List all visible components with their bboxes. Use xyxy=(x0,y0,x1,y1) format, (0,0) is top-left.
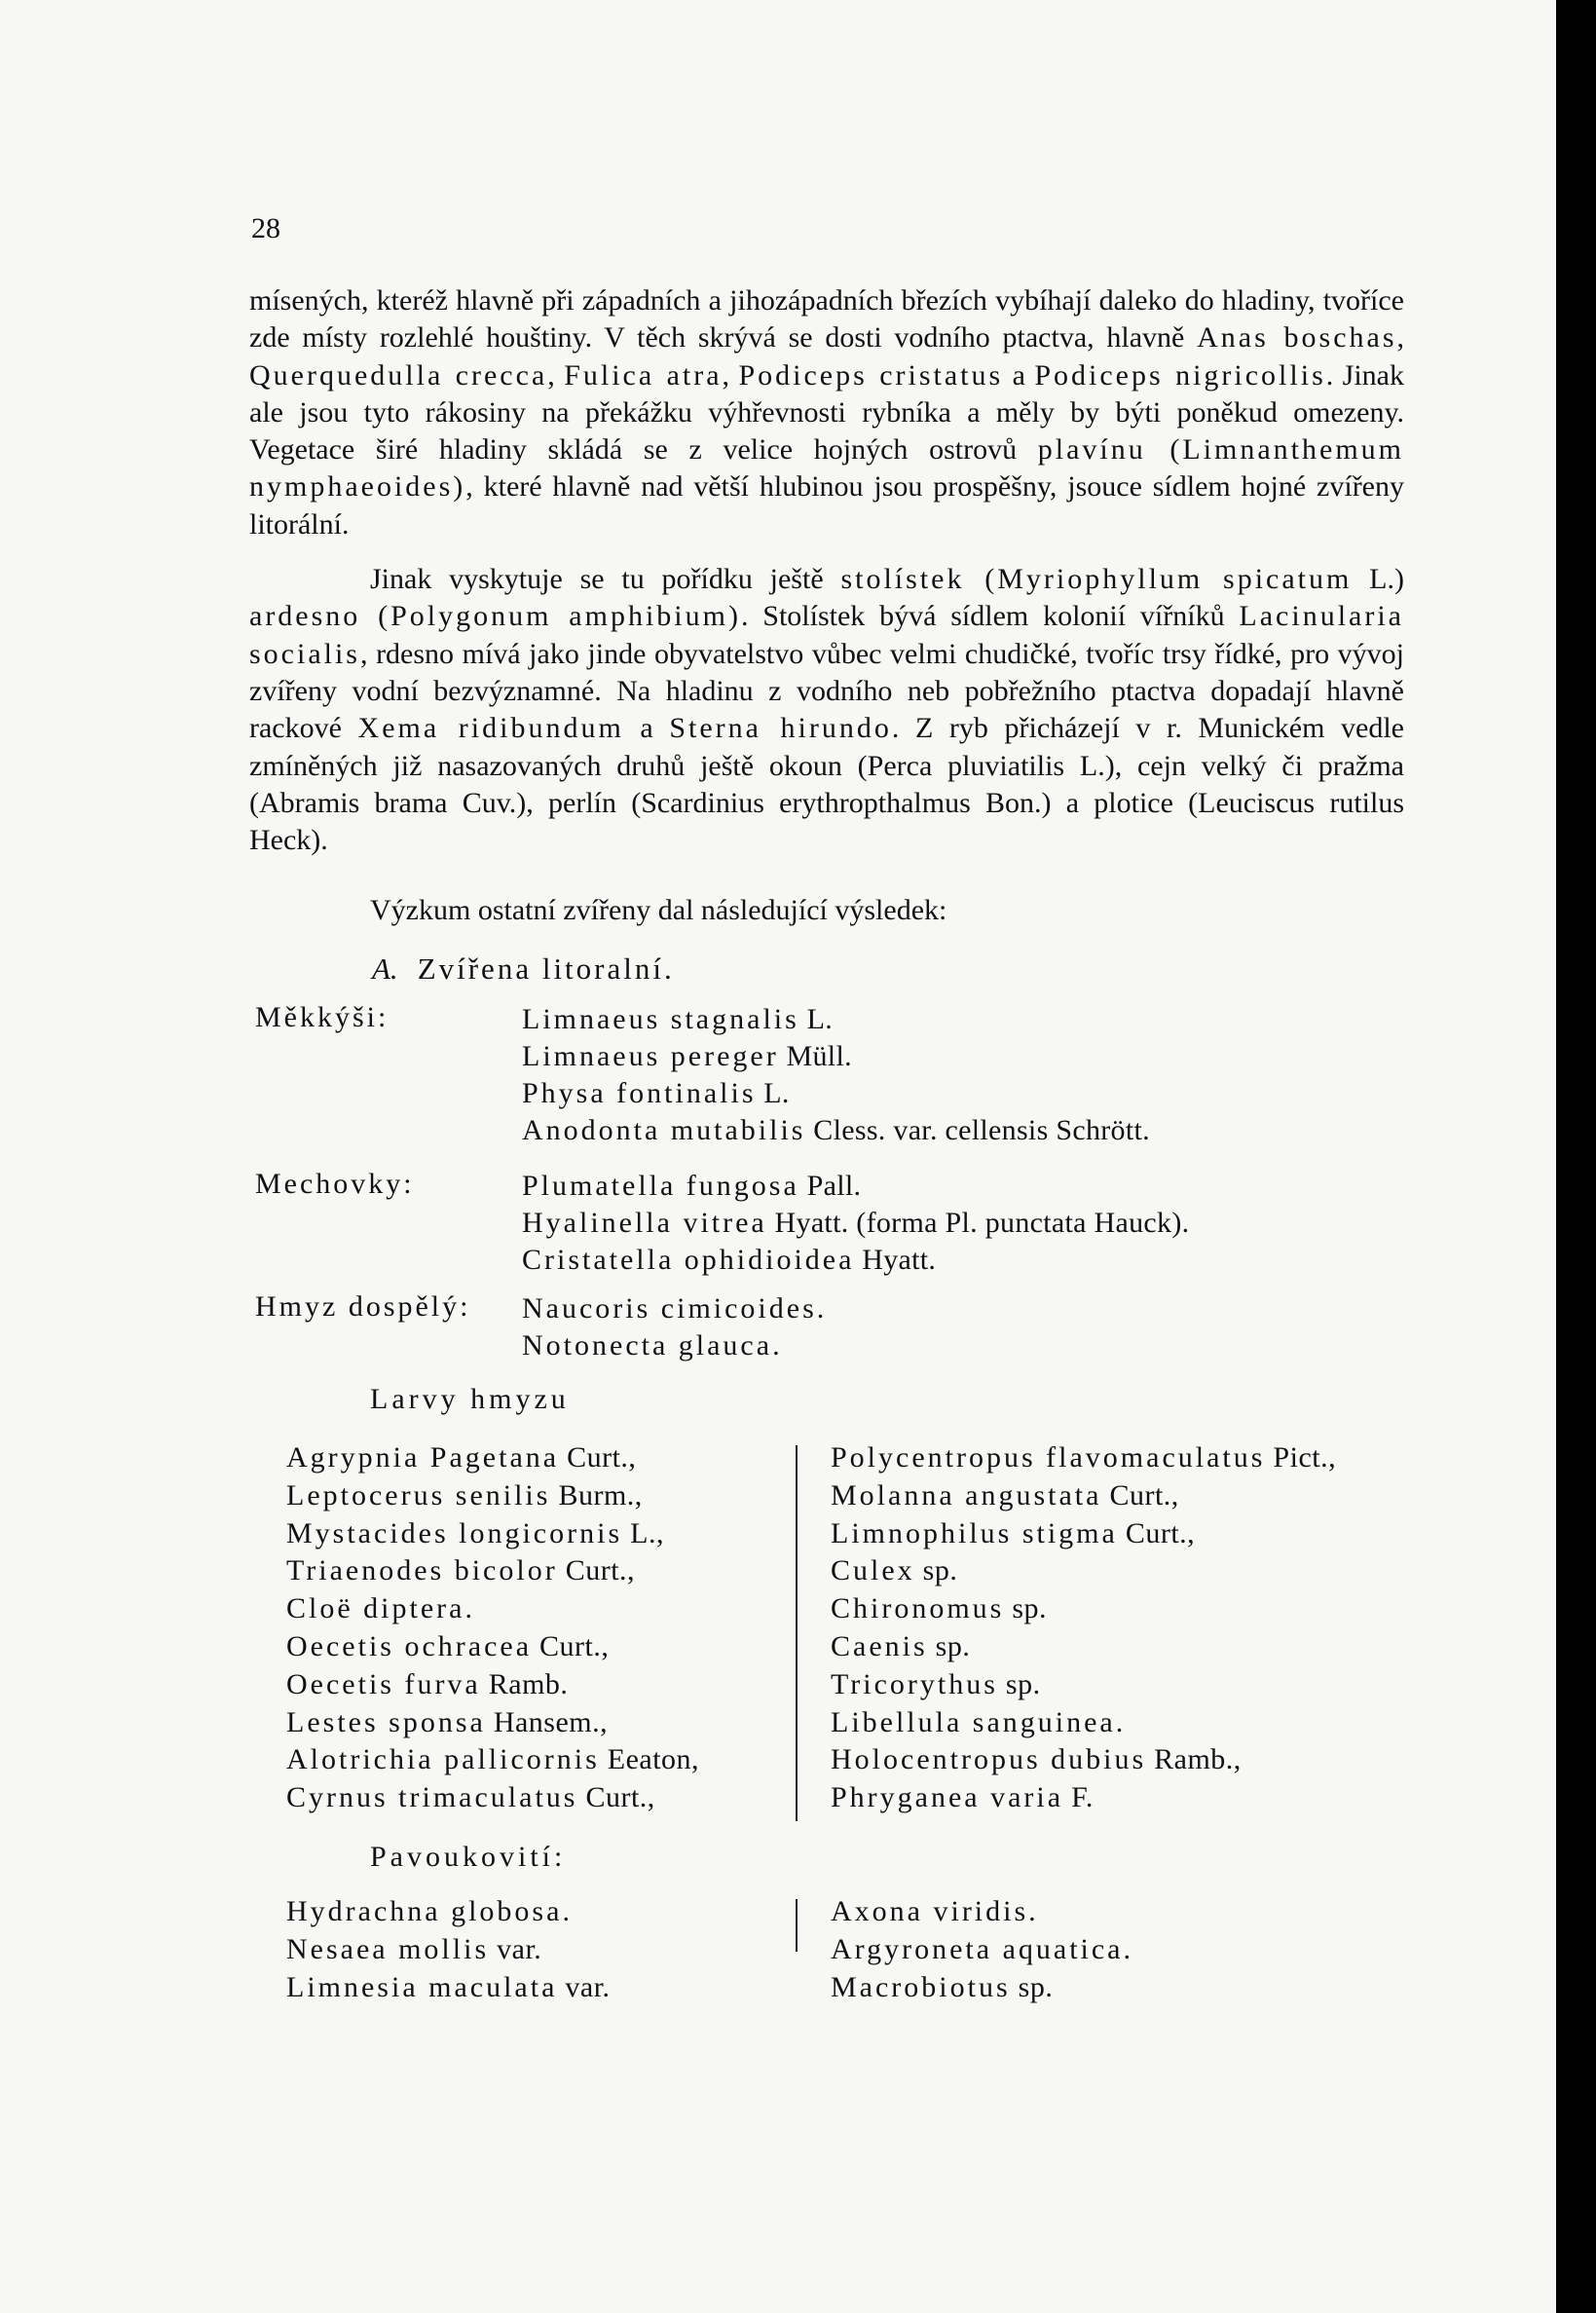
species-entry xyxy=(286,1741,699,1779)
species-name: Limnesia maculata xyxy=(286,1970,558,2003)
species-author: . xyxy=(464,1592,473,1625)
species-entry xyxy=(522,1327,825,1364)
species-name: Anas boschas xyxy=(1197,321,1397,354)
species-name: Macrobiotus xyxy=(831,1970,1011,2003)
species-name: Notonecta glauca xyxy=(522,1329,773,1362)
species-name: Phryganea varia xyxy=(831,1781,1064,1814)
species-name: plavínu (Limnanthemum nymphaeoides) xyxy=(249,433,1405,504)
species-entry xyxy=(831,1439,1336,1477)
text-run: . Z ryb přicházejí v r. Munickém vedle zmíněných již nasazovaných druhů ještě okoun (Perca pluviatilis L.), cejn velký či pražma (Abramis brama Cuv.), perlín (Scardinius erythropthalmus Bon.) a plotice (Leuciscus rutilus Heck). xyxy=(249,712,1404,857)
species-entry xyxy=(831,1515,1336,1553)
species-entry xyxy=(522,1075,1150,1112)
category-list-mechovky xyxy=(522,1168,1189,1279)
species-entry xyxy=(831,1590,1336,1628)
species-name: Limnophilus stigma xyxy=(831,1516,1118,1549)
category-list-hmyz xyxy=(522,1290,825,1364)
species-author: Curt., xyxy=(1117,1516,1196,1549)
paragraph-1 xyxy=(249,282,1404,543)
species-name: stolístek (Myriophyllum spicatum xyxy=(840,563,1353,596)
species-author: Curt., xyxy=(1101,1478,1179,1511)
species-name: Naucoris cimicoides xyxy=(522,1292,817,1324)
species-name: Podiceps cristatus xyxy=(738,358,1004,392)
species-author: Eeaton, xyxy=(599,1743,700,1776)
species-name: Sterna hirundo xyxy=(669,712,892,745)
species-author: Cless. var. cellensis Schrött. xyxy=(805,1114,1150,1146)
species-name: Querquedulla crecca xyxy=(249,358,548,392)
species-author: Curt., xyxy=(559,1441,637,1474)
species-author: var. xyxy=(489,1932,542,1965)
species-author: . xyxy=(816,1292,825,1324)
species-author: Pall. xyxy=(798,1170,862,1202)
species-author: F. xyxy=(1063,1781,1094,1814)
species-name: Tricorythus xyxy=(831,1667,998,1700)
pavoukoviti-left-column xyxy=(286,1893,611,2006)
species-name: Triaenodes bicolor xyxy=(286,1554,558,1587)
category-list-mekkysi xyxy=(522,1001,1150,1149)
species-entry xyxy=(286,1704,699,1742)
species-entry xyxy=(522,1001,1150,1038)
species-name: Argyroneta aquatica xyxy=(831,1932,1124,1965)
species-entry xyxy=(831,1477,1336,1515)
species-entry xyxy=(286,1779,699,1817)
species-entry xyxy=(831,1628,1336,1666)
species-author: Pict., xyxy=(1265,1441,1337,1474)
species-entry xyxy=(286,1666,699,1704)
category-label-hmyz: Hmyz dospělý: xyxy=(255,1290,471,1323)
species-entry xyxy=(286,1439,699,1477)
species-name: Xema ridibundum xyxy=(357,712,624,745)
species-entry xyxy=(286,1969,611,2007)
section-heading xyxy=(372,951,675,987)
species-author: sp. xyxy=(914,1554,958,1587)
species-name: Molanna angustata xyxy=(831,1478,1102,1511)
page-number: 28 xyxy=(251,212,280,244)
species-name: Polycentropus flavomaculatus xyxy=(831,1441,1266,1474)
text-run: , které hlavně nad větší hlubinou jsou prospěšny, jsouce sídlem hojné zvířeny litorální. xyxy=(249,470,1404,541)
species-author: . xyxy=(1028,1895,1037,1927)
species-name: Plumatella fungosa xyxy=(522,1170,799,1202)
text-run: . Jinak ale jsou tyto rákosiny na překážku výhřevnosti rybníka a měly by býti poněkud omezeny. Vegetace širé hladiny skládá se z velice hojných ostrovů xyxy=(249,358,1404,466)
species-entry xyxy=(831,1552,1336,1590)
species-author: Curt., xyxy=(577,1781,655,1814)
text-run: , xyxy=(1396,321,1404,354)
species-author: L., xyxy=(622,1516,664,1549)
species-author: Müll. xyxy=(778,1040,852,1072)
species-author: Hansem., xyxy=(485,1705,609,1738)
species-author: Ramb. xyxy=(480,1667,569,1700)
paragraph-2 xyxy=(249,561,1404,859)
species-entry xyxy=(522,1205,1189,1242)
column-divider xyxy=(796,1445,798,1821)
larvy-heading: Larvy hmyzu xyxy=(370,1383,570,1415)
species-name: Lacinularia socialis xyxy=(249,600,1404,670)
text-run: , xyxy=(547,358,565,392)
species-author: sp. xyxy=(997,1667,1041,1700)
species-entry xyxy=(286,1931,611,1969)
species-entry xyxy=(286,1628,699,1666)
larvy-right-column xyxy=(831,1439,1336,1817)
text-run: mísených, kteréž hlavně při západních a jihozápadních březích vybíhají daleko do hladiny, tvoříce zde místy rozlehlé houštiny. V těch skrývá se dosti vodního ptactva, hlavně xyxy=(249,284,1404,354)
species-author: Burm., xyxy=(550,1478,643,1511)
species-entry xyxy=(286,1893,611,1931)
species-entry xyxy=(522,1242,1189,1279)
scan-border xyxy=(1556,0,1596,2313)
text-run: Jinak vyskytuje se tu pořídku ještě xyxy=(370,563,841,596)
species-author: Ramb., xyxy=(1146,1743,1242,1776)
species-author: . xyxy=(1123,1932,1132,1965)
species-name: Limnaeus pereger xyxy=(522,1040,779,1072)
species-author: L. xyxy=(798,1003,834,1035)
pavoukoviti-heading: Pavoukovití: xyxy=(370,1841,567,1873)
pavoukoviti-right-column xyxy=(831,1893,1132,2006)
species-name: Cyrnus trimaculatus xyxy=(286,1781,578,1814)
species-entry xyxy=(522,1038,1150,1075)
species-author: var. xyxy=(557,1970,611,2003)
species-name: Physa fontinalis xyxy=(522,1077,757,1109)
text-run: . Stolístek bývá sídlem kolonií vířníků xyxy=(740,600,1240,633)
species-name: Nesaea mollis xyxy=(286,1932,490,1965)
species-name: ardesno (Polygonum amphibium) xyxy=(249,600,741,633)
species-name: Hydrachna globosa xyxy=(286,1895,563,1927)
species-author: sp. xyxy=(1004,1592,1048,1625)
larvy-left-column xyxy=(286,1439,699,1817)
results-intro: Výzkum ostatní zvířeny dal následující výsledek: xyxy=(370,894,947,926)
species-entry xyxy=(831,1666,1336,1704)
species-name: Lestes sponsa xyxy=(286,1705,486,1738)
species-name: Mystacides longicornis xyxy=(286,1516,623,1549)
species-author: L. xyxy=(756,1077,790,1109)
species-entry xyxy=(831,1741,1336,1779)
category-label-mechovky: Mechovky: xyxy=(255,1168,415,1200)
species-name: Limnaeus stagnalis xyxy=(522,1003,799,1035)
species-name: Agrypnia Pagetana xyxy=(286,1441,560,1474)
species-name: Fulica atra xyxy=(564,358,723,392)
species-name: Hyalinella vitrea xyxy=(522,1207,767,1239)
column-divider xyxy=(796,1899,798,1952)
body-text xyxy=(249,282,1404,859)
species-name: Holocentropus dubius xyxy=(831,1743,1147,1776)
species-name: Anodonta mutabilis xyxy=(522,1114,806,1146)
species-name: Leptocerus senilis xyxy=(286,1478,551,1511)
species-entry xyxy=(831,1704,1336,1742)
category-label-mekkysi: Měkkýši: xyxy=(255,1001,390,1033)
species-author: sp. xyxy=(1010,1970,1054,2003)
species-author: . xyxy=(1115,1705,1124,1738)
species-name: Oecetis ochracea xyxy=(286,1629,533,1662)
text-run: a xyxy=(1003,358,1035,392)
species-name: Caenis xyxy=(831,1629,928,1662)
species-entry xyxy=(831,1931,1132,1969)
species-author: Curt., xyxy=(532,1629,610,1662)
species-author: Curt., xyxy=(557,1554,636,1587)
species-entry xyxy=(831,1969,1132,2007)
species-entry xyxy=(831,1893,1132,1931)
species-name: Cloë diptera xyxy=(286,1592,465,1625)
species-entry xyxy=(286,1515,699,1553)
species-name: Chironomus xyxy=(831,1592,1005,1625)
species-entry xyxy=(286,1552,699,1590)
species-author: Hyatt. (forma Pl. punctata Hauck). xyxy=(766,1207,1190,1239)
text-run: , xyxy=(722,358,739,392)
section-title: Zvířena litoralní. xyxy=(417,951,675,986)
section-label: A. xyxy=(372,951,398,986)
species-entry xyxy=(522,1290,825,1327)
species-name: Podiceps nigricollis xyxy=(1034,358,1326,392)
species-author: . xyxy=(562,1895,571,1927)
species-entry xyxy=(522,1168,1189,1205)
species-name: Axona viridis xyxy=(831,1895,1029,1927)
species-entry xyxy=(286,1590,699,1628)
species-name: Culex xyxy=(831,1554,915,1587)
species-author: Hyatt. xyxy=(854,1244,937,1276)
text-run: , rdesno mívá jako jinde obyvatelstvo vůbec velmi chudičké, tvoříc trsy řídké, pro vývoj zvířeny vodní bezvýznamné. Na hladinu z vodního neb pobřežního ptactva dopadají hlavně rackové xyxy=(249,637,1404,745)
species-entry xyxy=(831,1779,1336,1817)
species-name: Cristatella ophidioidea xyxy=(522,1244,855,1276)
species-name: Oecetis furva xyxy=(286,1667,481,1700)
species-entry xyxy=(522,1112,1150,1149)
species-name: Alotrichia pallicornis xyxy=(286,1743,600,1776)
text-run: L.) xyxy=(1352,563,1404,596)
species-name: Libellula sanguinea xyxy=(831,1705,1116,1738)
species-entry xyxy=(286,1477,699,1515)
species-author: . xyxy=(772,1329,780,1362)
text-run: a xyxy=(623,712,670,745)
species-author: sp. xyxy=(927,1629,971,1662)
